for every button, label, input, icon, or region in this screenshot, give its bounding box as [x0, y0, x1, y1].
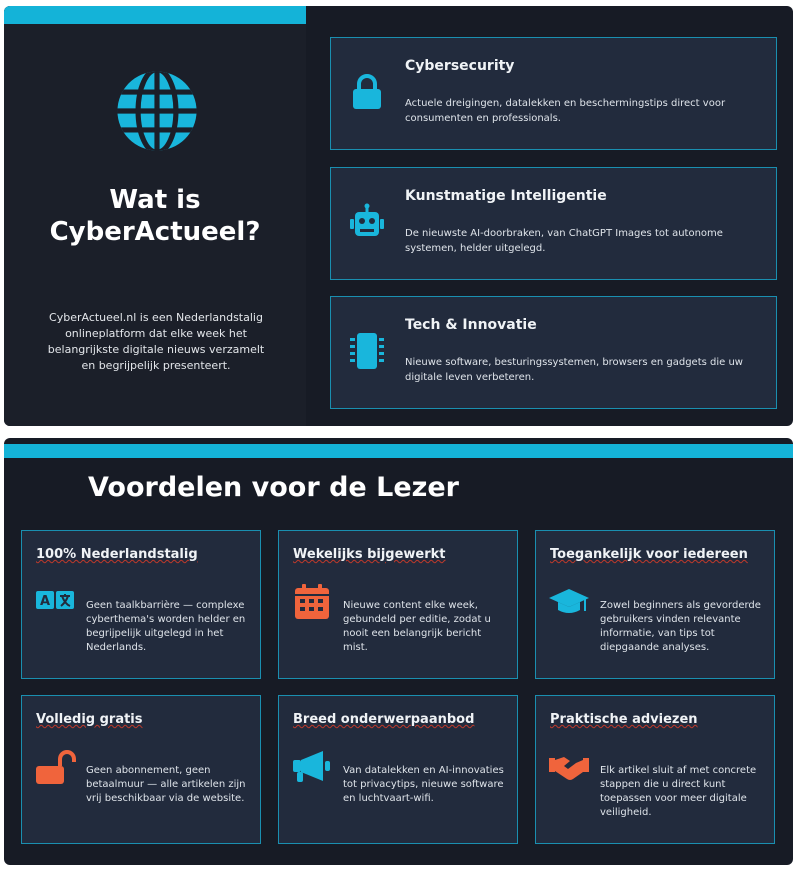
title-line-2: CyberActueel?: [49, 217, 261, 247]
topic-card-ai: [330, 167, 777, 280]
chip-icon: [347, 331, 387, 371]
topic-title: Tech & Innovatie: [405, 317, 537, 333]
accent-bar: [4, 6, 306, 24]
benefit-card-free: [21, 695, 261, 844]
topic-description: Nieuwe software, besturingssystemen, browsers en gadgets die uw digitale leven verbeteren.: [405, 357, 743, 383]
robot-icon: [347, 202, 387, 242]
benefit-description: Van datalekken en AI-innovaties tot privacytips, nieuwe software en luchtvaart-wifi.: [343, 765, 504, 804]
page-title: [4, 184, 306, 248]
benefit-title: 100% Nederlandstalig: [36, 547, 198, 562]
benefit-description: Geen taalkbarrière — complexe cyberthema's worden helder en begrijpelijk uitgelegd in het Nederlands.: [86, 600, 246, 653]
handshake-icon: [548, 748, 590, 786]
benefit-card-dutch: [21, 530, 261, 679]
calendar-icon: [291, 583, 333, 621]
topic-title: Cybersecurity: [405, 58, 515, 74]
globe-icon: [114, 68, 200, 154]
benefit-description: Nieuwe content elke week, gebundeld per editie, zodat u nooit een belangrijk bericht mist.: [343, 600, 491, 653]
title-line-1: Wat is: [109, 185, 201, 215]
topic-description: Actuele dreigingen, datalekken en beschermingstips direct voor consumenten en professionals.: [405, 98, 726, 124]
benefit-title: Wekelijks bijgewerkt: [293, 547, 446, 562]
benefits-panel: [4, 438, 793, 865]
accent-bar: [4, 444, 793, 458]
lock-icon: [347, 72, 387, 112]
topic-title: Kunstmatige Intelligentie: [405, 188, 607, 204]
graduation-cap-icon: [548, 583, 590, 621]
benefit-card-topics: [278, 695, 518, 844]
benefit-title: Breed onderwerpaanbod: [293, 712, 475, 727]
benefit-title: Praktische adviezen: [550, 712, 698, 727]
intro-sidebar: [4, 6, 306, 426]
unlock-icon: [34, 748, 76, 786]
translate-icon: [34, 583, 76, 621]
benefit-card-weekly: [278, 530, 518, 679]
topic-description: De nieuwste AI-doorbraken, van ChatGPT Images tot autonome systemen, helder uitgelegd.: [405, 228, 723, 254]
benefit-description: Zowel beginners als gevorderde gebruikers vinden relevante informatie, van tips tot diepgaande analyses.: [600, 600, 761, 653]
benefit-description: Elk artikel sluit af met concrete stappen die u direct kunt toepassen voor meer digitale veiligheid.: [600, 765, 757, 818]
benefit-description: Geen abonnement, geen betaalmuur — alle artikelen zijn vrij beschikbaar via de website.: [86, 765, 246, 804]
benefits-title: Voordelen voor de Lezer: [88, 472, 459, 503]
benefit-card-accessible: [535, 530, 775, 679]
svg-text:A: A: [39, 594, 51, 609]
benefit-card-advice: [535, 695, 775, 844]
megaphone-icon: [291, 748, 333, 786]
benefit-title: Volledig gratis: [36, 712, 143, 727]
topic-card-tech: [330, 296, 777, 409]
intro-description: CyberActueel.nl is een Nederlandstalig onlineplatform dat elke week het belangrijkste digitale nieuws verzamelt en begrijpelijk presenteert.: [47, 311, 265, 372]
topic-card-cybersecurity: [330, 37, 777, 150]
benefit-title: Toegankelijk voor iedereen: [550, 547, 748, 562]
intro-panel: [4, 6, 793, 426]
